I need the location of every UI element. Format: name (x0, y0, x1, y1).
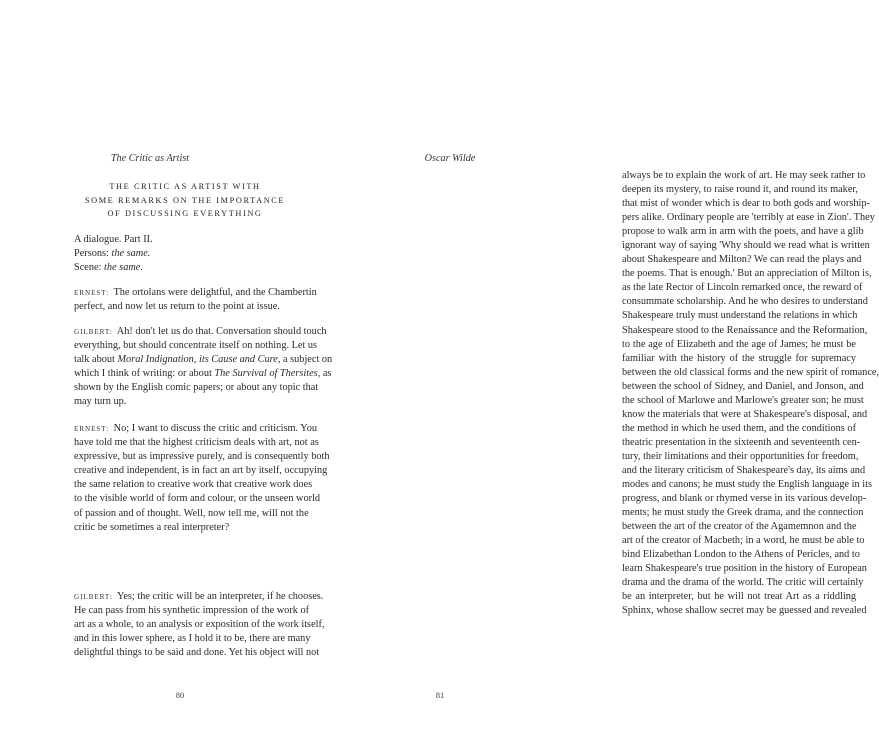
speech-line: which I think of writing: or about The Survival of Thersites, as (74, 368, 332, 380)
left-page (0, 0, 333, 750)
text-line: between the art of the creator of the Agamemnon and the (622, 521, 857, 533)
text-line: about Shakespeare and Milton? We can read the plays and (622, 254, 862, 266)
text-line: Sphinx, whose shallow secret may be guessed and revealed (622, 605, 867, 617)
text-line: to the age of Elizabeth and the age of James; he must be (622, 338, 856, 350)
speech-ernest-2 (74, 422, 330, 535)
text-line: propose to walk arm in arm with the poets, and have a glib (622, 226, 864, 238)
text-line: ments; he must study the Greek drama, and the connection (622, 507, 864, 519)
essay-title (74, 180, 296, 221)
speech-line: GILBERT: Yes; the critic will be an interpreter, if he chooses. (74, 591, 324, 602)
text-line: consummate scholarship. And he who desires to understand (622, 296, 868, 308)
left-page-number: 80 (175, 690, 185, 700)
text-line: deepen its mystery, to raise round it, and round its maker, (622, 184, 858, 196)
right-page (300, 0, 879, 750)
text-line: between the old classical forms and the new spirit of romance, (622, 366, 879, 378)
text-line: always be to explain the work of art. He may seek rather to (622, 170, 866, 181)
text-line: Shakespeare truly must understand the relations in which (622, 310, 858, 322)
text-line: theatric presentation in the sixteenth and seventeenth cen- (622, 436, 861, 448)
right-body-text (622, 169, 879, 619)
title-line: THE CRITIC AS ARTIST WITH (109, 182, 261, 191)
text-line: the method in which he used them, and the conditions of (622, 422, 856, 434)
speaker-label: ERNEST: (74, 425, 110, 433)
speech-line: expressive, but as impressive purely, and is consequently both (74, 451, 330, 463)
text-line: know the materials that were at Shakespeare's disposal, and (622, 408, 868, 420)
speech-line: shown by the English comic papers; or about any topic that (74, 382, 319, 394)
speech-line: and in this lower sphere, as I hold it to be, there are many (74, 633, 311, 645)
left-running-head: The Critic as Artist (110, 153, 190, 164)
text-line: pers alike. Ordinary people are 'terribly at ease in Zion'. They (622, 212, 875, 224)
text-line: learn Shakespeare's true position in the history of European (622, 563, 867, 575)
speech-line: may turn up. (74, 396, 127, 408)
text-line: modes and canons; he must study the English language in its (622, 479, 872, 491)
speech-line: talk about Moral Indignation, its Cause and Cure, a subject on (74, 354, 333, 366)
persons-line: Persons: the same. (74, 248, 151, 259)
right-running-head: Oscar Wilde (424, 153, 476, 164)
speaker-label: GILBERT: (74, 328, 113, 336)
speech-line: everything, but should concentrate itself on nothing. Let us (74, 340, 318, 352)
text-line: familiar with the history of the struggle for supremacy (622, 352, 856, 364)
speech-line: ERNEST: No; I want to discuss the critic and criticism. You (74, 423, 318, 434)
speech-line: of passion and of thought. Well, now tell me, will not the (74, 507, 309, 519)
text-line: the school of Marlowe and Marlowe's greater son; he must (622, 394, 864, 406)
text-line: drama and the drama of the world. The critic will certainly (622, 577, 864, 589)
text-line: ignorant way of saying 'Why should we read what is written (622, 240, 870, 252)
speech-line: creative and independent, is in fact an art by itself, occupying (74, 465, 328, 477)
speaker-label: GILBERT: (74, 593, 113, 601)
right-page-number: 81 (435, 690, 445, 700)
text-line: that mist of wonder which is dear to both gods and worship- (622, 198, 870, 210)
speech-gilbert-1 (74, 325, 333, 410)
speech-line: perfect, and now let us return to the point at issue. (74, 301, 280, 313)
speech-line: ERNEST: The ortolans were delightful, and the Chambertin (74, 287, 317, 298)
speech-line: critic be sometimes a real interpreter? (74, 521, 230, 533)
text-line: be an interpreter, but he will not treat Art as a riddling (622, 591, 856, 603)
scene-line: Scene: the same. (74, 262, 143, 273)
speech-line: GILBERT: Ah! don't let us do that. Conversation should touch (74, 326, 327, 337)
text-line: as the late Rector of Lincoln remarked once, the reward of (622, 282, 863, 294)
speech-gilbert-2 (74, 590, 325, 660)
speech-ernest-1 (74, 286, 317, 314)
text-line: progress, and blank or rhymed verse in its various develop- (622, 493, 867, 505)
text-line: tury, their limitations and their opportunities for freedom, (622, 450, 859, 462)
speech-line: He can pass from his synthetic impression of the work of (74, 605, 310, 617)
text-line: bind Elizabethan London to the Athens of Pericles, and to (622, 549, 860, 561)
text-line: Shakespeare stood to the Renaissance and the Reformation, (622, 324, 868, 336)
text-line: art of the creator of Macbeth; in a word, he must be able to (622, 535, 865, 547)
speech-line: delightful things to be said and done. Yet his object will not (74, 647, 320, 659)
title-line: SOME REMARKS ON THE IMPORTANCE (84, 195, 286, 205)
dialogue-intro (74, 233, 304, 275)
speech-line: the same relation to creative work that creative work does (74, 479, 313, 491)
speech-line: have told me that the highest criticism deals with art, not as (74, 437, 319, 449)
text-line: and the literary criticism of Shakespeare's day, its aims and (622, 464, 866, 476)
text-line: the poems. That is enough.' But an appreciation of Milton is, (622, 268, 872, 280)
speech-line: to the visible world of form and colour, or the unseen world (74, 493, 321, 505)
speaker-label: ERNEST: (74, 289, 110, 297)
speech-line: art as a whole, to an analysis or exposition of the work itself, (74, 619, 325, 631)
dialogue-part: A dialogue. Part II. (74, 234, 153, 245)
title-line: OF DISCUSSING EVERYTHING (107, 209, 263, 218)
text-line: between the school of Sidney, and Daniel, and Jonson, and (622, 380, 864, 392)
